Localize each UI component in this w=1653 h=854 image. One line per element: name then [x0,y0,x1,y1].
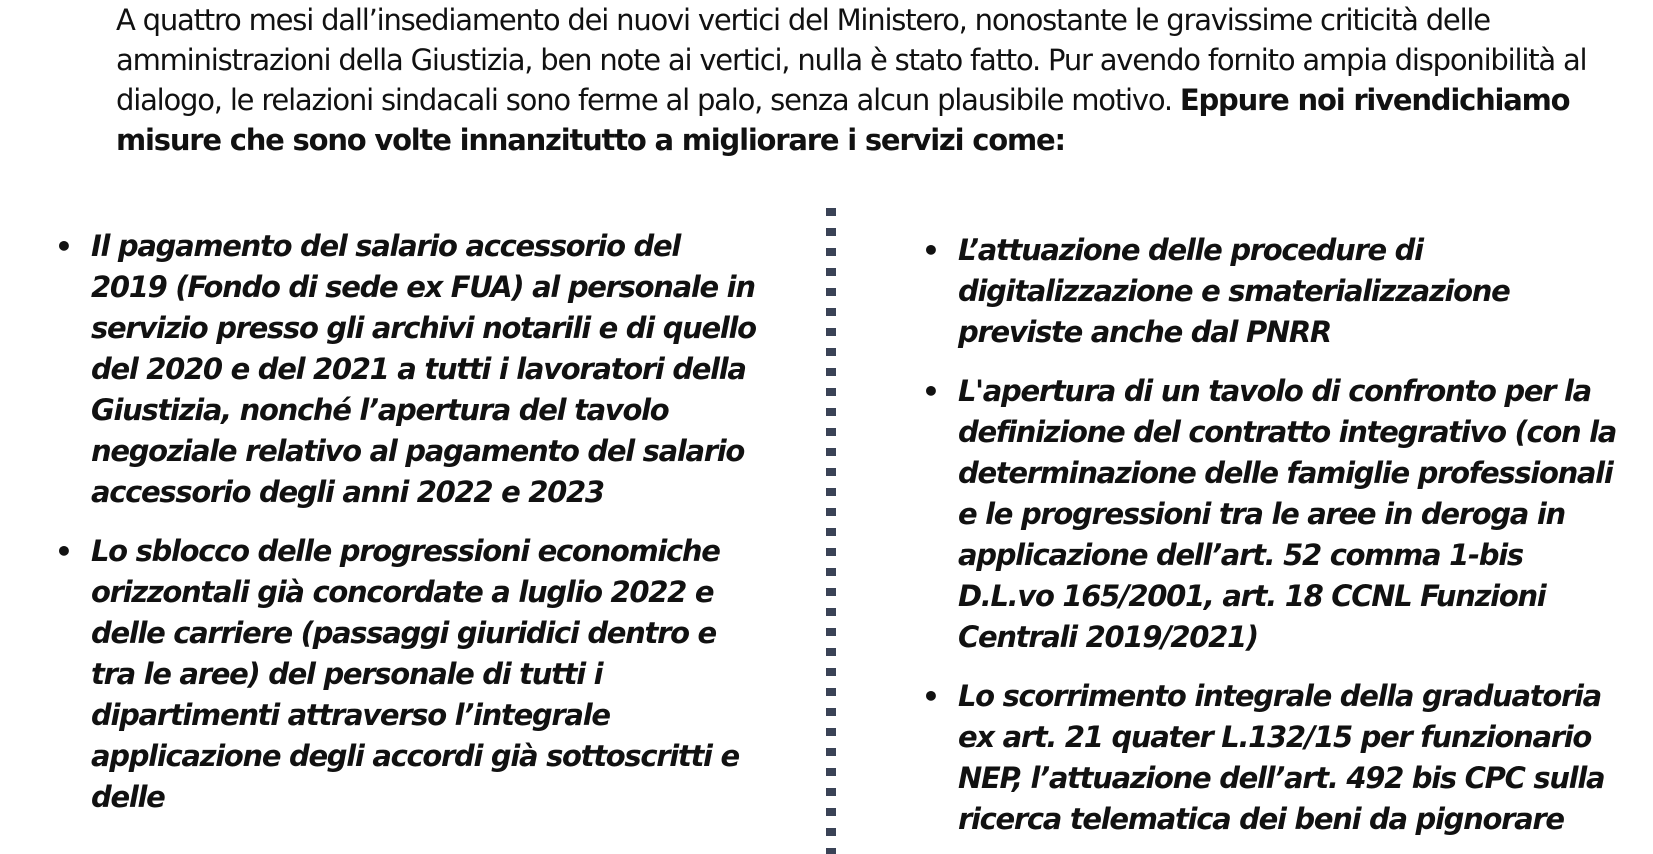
column-divider [826,208,836,854]
list-item: • Il pagamento del salario accessorio del 2019 (Fondo di sede ex FUA) al personale in servizio presso gli archivi notarili e di quello del 2020 e del 2021 a tutti i lavoratori della Giustizia, nonché l’apertura del tavolo negoziale relativo al pagamento del salario accessorio degli anni 2022 e 2023 [55,226,760,513]
intro-text: A quattro mesi dall’insediamento dei nuovi vertici del Ministero, nonostante le gravissime criticità delle amministrazioni della Giustizia, ben note ai vertici, nulla è stato fatto. Pur avendo fornito ampia disponibilità al dialogo, le relazioni sindacali sono ferme al palo, senza alcun plausibile motivo. [116,3,1587,117]
list-item: • Lo scorrimento integrale della graduatoria ex art. 21 quater L.132/15 per funzionario NEP, l’attuazione dell’art. 492 bis CPC sulla ricerca telematica dei beni da pignorare [922,676,1622,840]
intro-bold-text: Eppure noi rivendichiamo misure che sono volte innanzitutto a migliorare i servizi come: [116,83,1570,157]
left-demands-list [55,226,760,836]
list-item: • Lo sblocco delle progressioni economiche orizzontali già concordate a luglio 2022 e delle carriere (passaggi giuridici dentro e tra le aree) del personale di tutti i dipartimenti attraverso l’integrale applicazione degli accordi già sottoscritti e delle [55,531,760,818]
right-demands-list [922,230,1622,854]
list-item: • L'apertura di un tavolo di confronto per la definizione del contratto integrativo (con la determinazione delle famiglie professionali e le progressioni tra le aree in deroga in applicazione dell’art. 52 comma 1-bis D.L.vo 165/2001, art. 18 CCNL Funzioni Centrali 2019/2021) [922,371,1622,658]
list-item: • L’attuazione delle procedure di digitalizzazione e smaterializzazione previste anche dal PNRR [922,230,1622,353]
intro-paragraph [116,0,1596,160]
